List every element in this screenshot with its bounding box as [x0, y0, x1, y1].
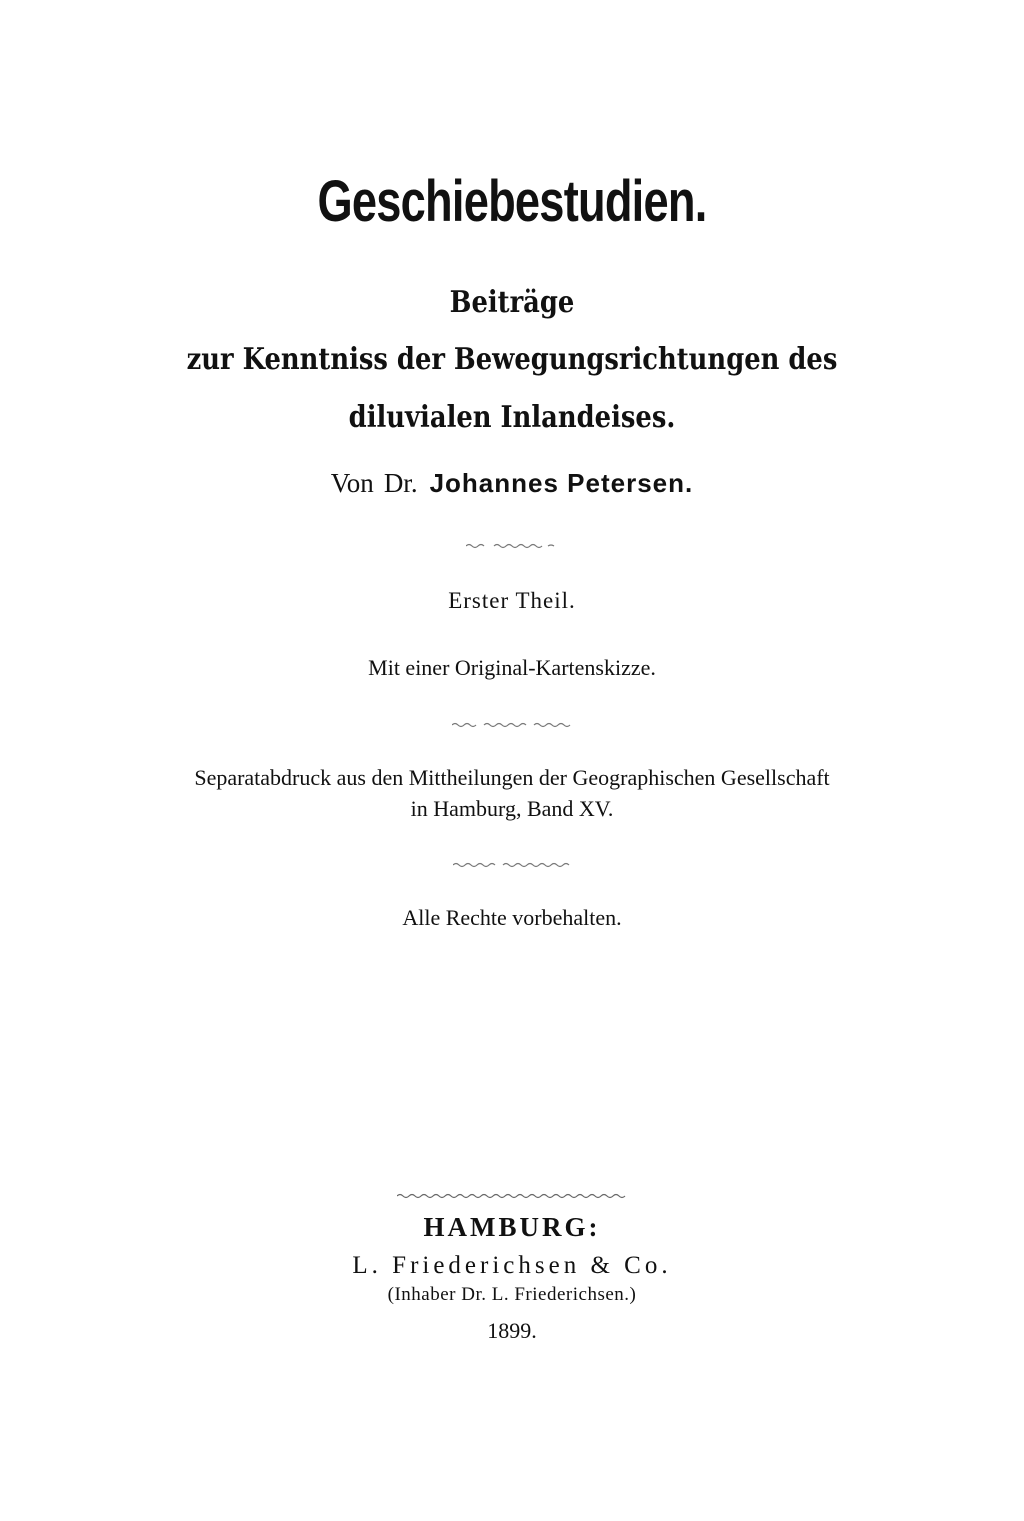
separate-print-line-1: Separatabdruck aus den Mittheilungen der Geographischen Gesellschaft: [194, 765, 830, 790]
book-title: Geschiebestudien.: [317, 169, 707, 234]
imprint-publisher: L. Friederichsen & Co.: [352, 1252, 672, 1279]
ornamental-rule: [0, 537, 1024, 547]
map-note: Mit einer Original-Kartenskizze.: [368, 655, 656, 680]
ornamental-rule: [0, 1187, 1024, 1197]
imprint-owner: (Inhaber Dr. L. Friederichsen.): [387, 1284, 637, 1305]
author-line: [0, 468, 1024, 499]
part-label: Erster Theil.: [448, 588, 576, 613]
separate-print-line-2: in Hamburg, Band XV.: [410, 796, 614, 821]
imprint-city: HAMBURG:: [423, 1212, 601, 1242]
author-prefix: Von: [330, 468, 374, 498]
rights-notice: Alle Rechte vorbehalten.: [402, 905, 622, 930]
author-honorific: Dr.: [383, 468, 418, 498]
subtitle-line-3: diluvialen Inlandeises.: [348, 400, 676, 435]
ornamental-rule: [0, 856, 1024, 866]
subtitle-line-1: Beiträge: [449, 285, 575, 320]
subtitle-line-2: zur Kenntniss der Bewegungsrichtungen des: [186, 342, 838, 377]
ornamental-rule: [0, 716, 1024, 726]
imprint-year: 1899.: [487, 1318, 537, 1343]
author-name: Johannes Petersen.: [429, 468, 694, 498]
